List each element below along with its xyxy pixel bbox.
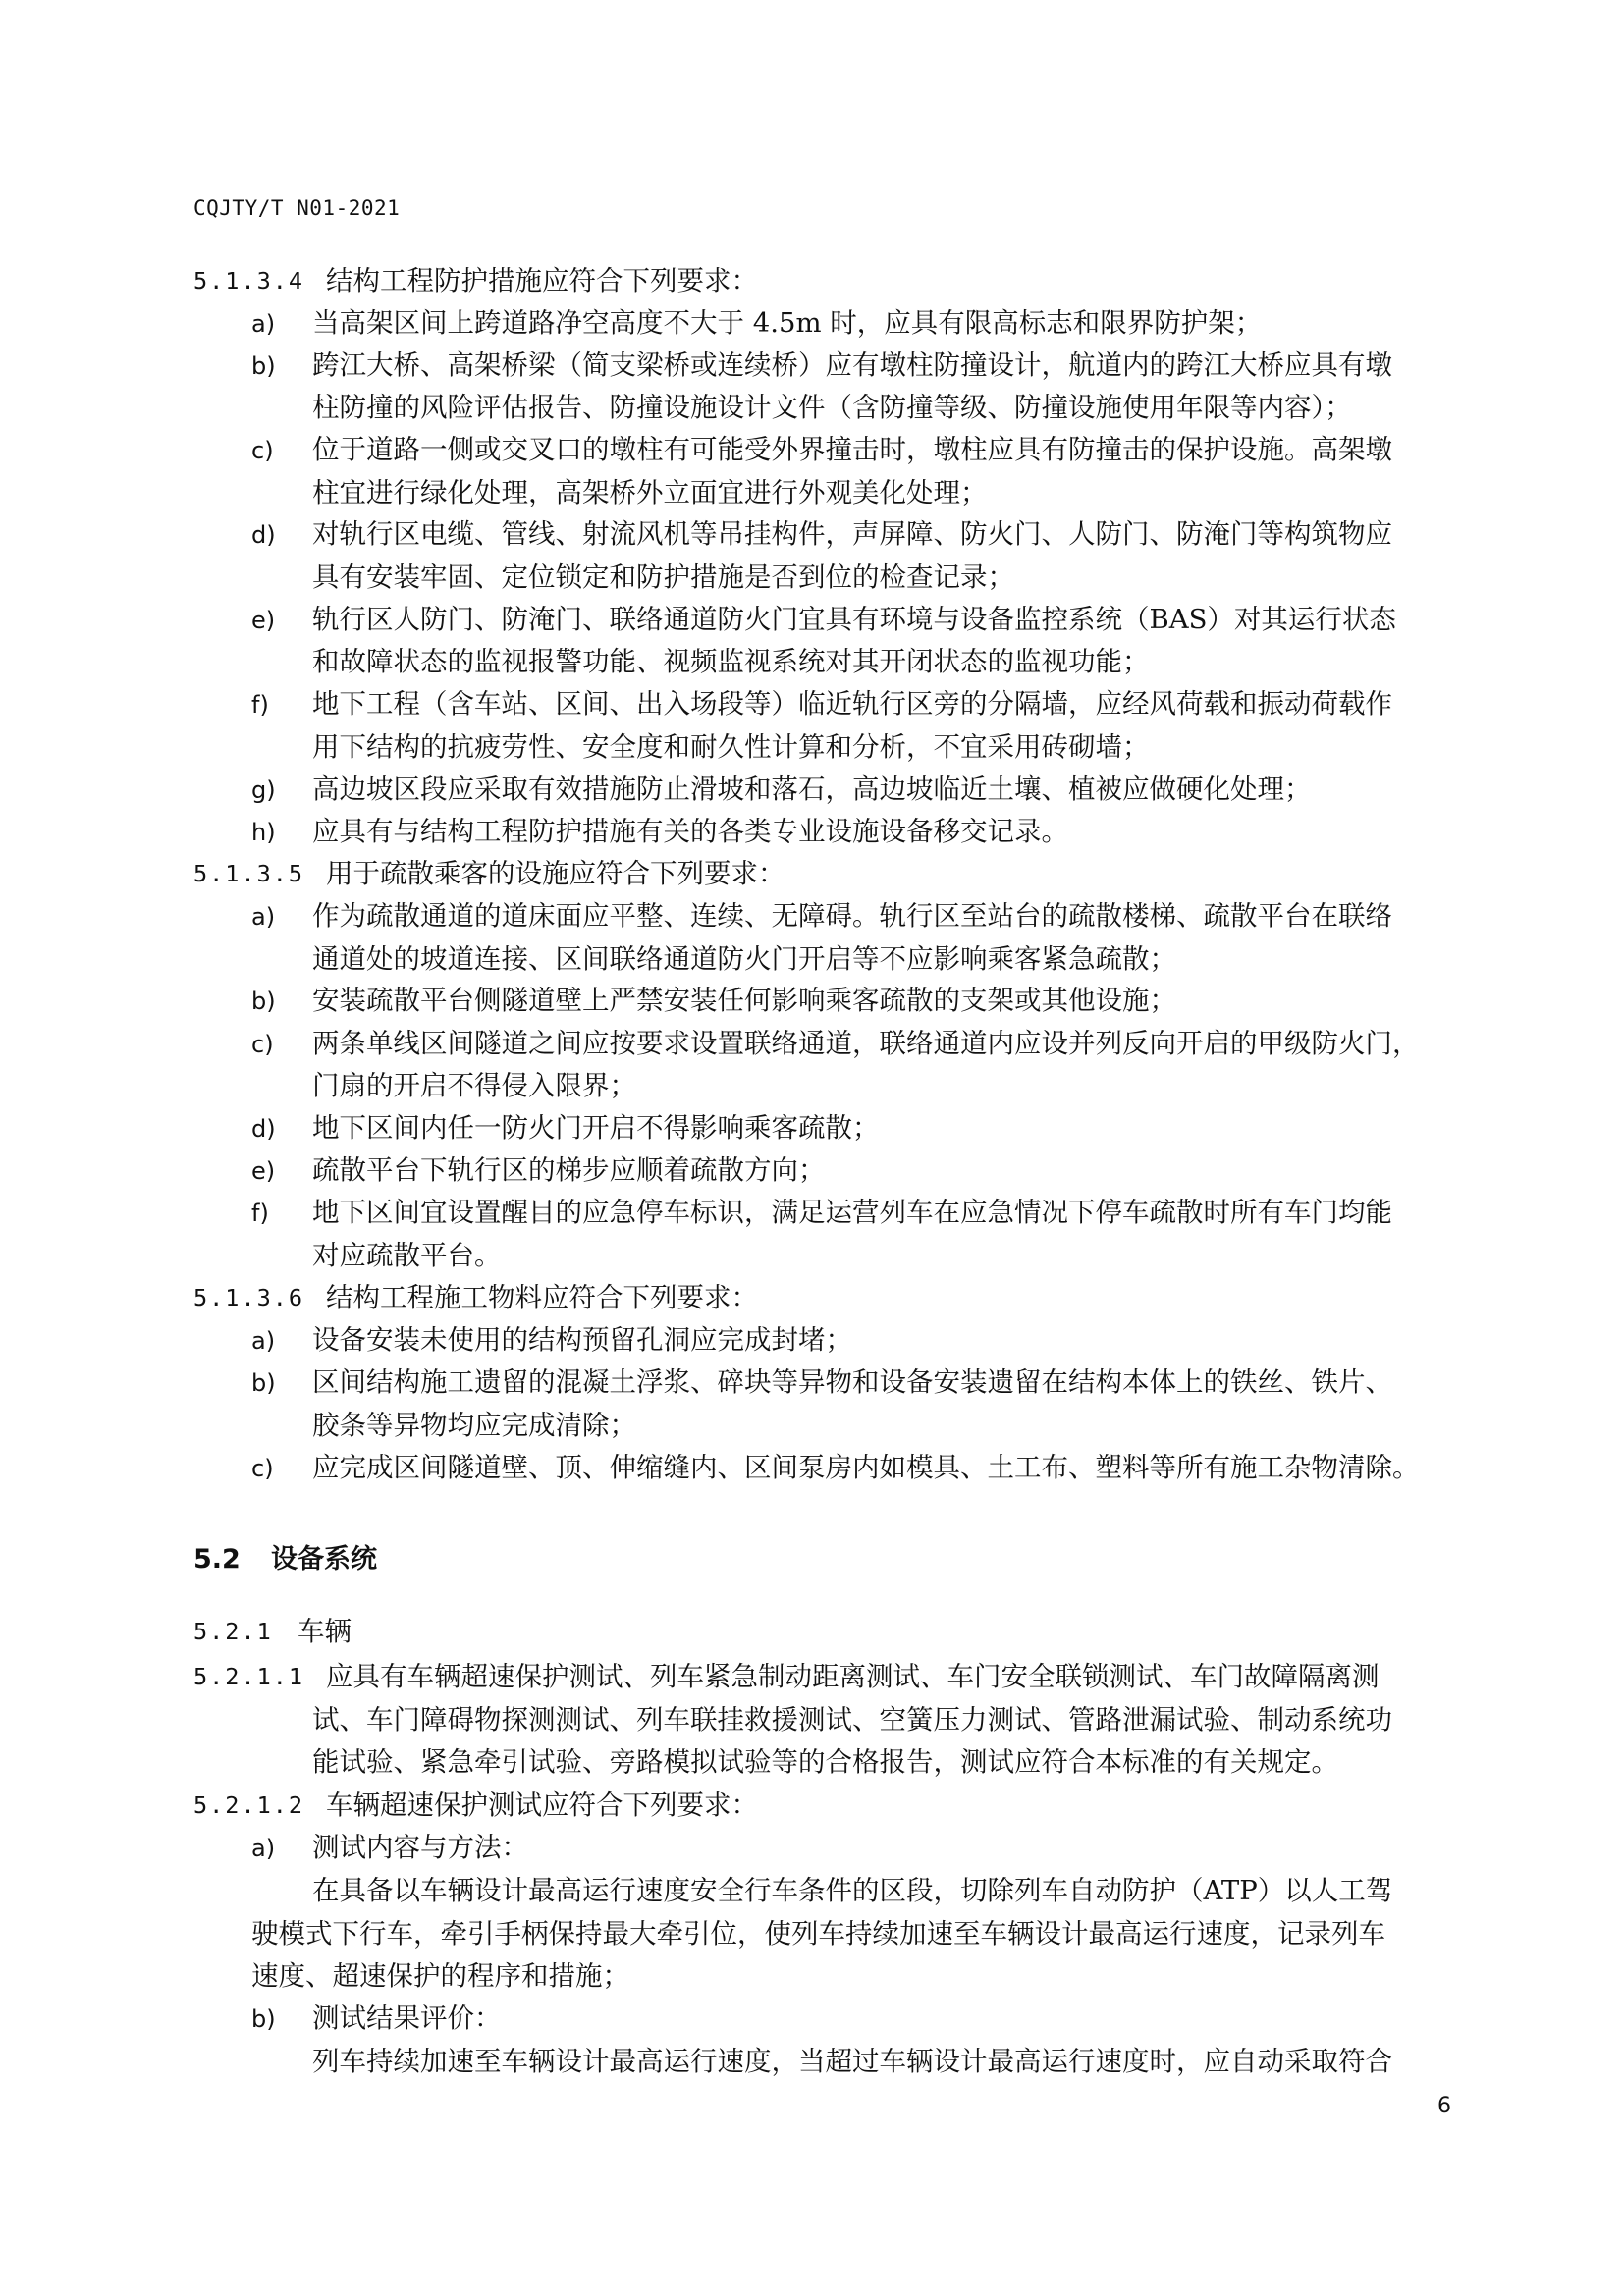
item-label: d) bbox=[251, 521, 276, 549]
subsection-number: 5.2.1 bbox=[193, 1618, 273, 1645]
item-line: 疏散平台下轨行区的梯步应顺着疏散方向； bbox=[312, 1154, 826, 1186]
clause-number: 5.2.1.2 bbox=[193, 1791, 305, 1819]
item-label: a) bbox=[251, 1835, 276, 1862]
item-line: 柱防撞的风险评估报告、防撞设施设计文件（含防撞等级、防撞设施使用年限等内容）； bbox=[312, 392, 1352, 423]
item-line: 设备安装未使用的结构预留孔洞应完成封堵； bbox=[312, 1324, 852, 1356]
item-line: 胶条等异物均应完成清除； bbox=[312, 1410, 636, 1441]
item-line: 当高架区间上跨道路净空高度不大于 4.5m 时，应具有限高标志和限界防护架； bbox=[312, 307, 1263, 339]
item-line: 具有安装牢固、定位锁定和防护措施是否到位的检查记录； bbox=[312, 561, 1014, 593]
clause-number: 5.1.3.5 bbox=[193, 860, 305, 887]
item-line: 门扇的开启不得侵入限界； bbox=[312, 1070, 636, 1101]
page-number: 6 bbox=[1437, 2094, 1451, 2118]
item-line: 安装疏散平台侧隧道壁上严禁安装任何影响乘客疏散的支架或其他设施； bbox=[312, 985, 1176, 1016]
item-line: 地下区间内任一防火门开启不得影响乘客疏散； bbox=[312, 1112, 880, 1144]
item-line: 柱宜进行绿化处理，高架桥外立面宜进行外观美化处理； bbox=[312, 477, 988, 508]
item-line: 区间结构施工遗留的混凝土浮浆、碎块等异物和设备安装遗留在结构本体上的铁丝、铁片、 bbox=[312, 1366, 1392, 1398]
clause-line: 能试验、紧急牵引试验、旁路模拟试验等的合格报告，测试应符合本标准的有关规定。 bbox=[312, 1746, 1338, 1778]
item-label: d) bbox=[251, 1115, 276, 1143]
section-title: 设备系统 bbox=[271, 1544, 377, 1575]
item-label: e) bbox=[251, 607, 276, 634]
section-number: 5.2 bbox=[193, 1544, 241, 1575]
item-label: c) bbox=[251, 437, 274, 464]
item-label: e) bbox=[251, 1157, 276, 1185]
item-line: 应具有与结构工程防护措施有关的各类专业设施设备移交记录。 bbox=[312, 816, 1068, 847]
item-label: f) bbox=[251, 1200, 269, 1227]
item-line: 作为疏散通道的道床面应平整、连续、无障碍。轨行区至站台的疏散楼梯、疏散平台在联络 bbox=[312, 900, 1392, 932]
item-line: 通道处的坡道连接、区间联络通道防火门开启等不应影响乘客紧急疏散； bbox=[312, 943, 1176, 975]
paragraph-line: 列车持续加速至车辆设计最高运行速度，当超过车辆设计最高运行速度时，应自动采取符合 bbox=[312, 2046, 1392, 2077]
item-label: g) bbox=[251, 776, 276, 804]
paragraph-line: 在具备以车辆设计最高运行速度安全行车条件的区段，切除列车自动防护（ATP）以人工驾 bbox=[312, 1875, 1393, 1906]
item-label: f) bbox=[251, 691, 269, 719]
item-label: a) bbox=[251, 903, 276, 931]
item-label: c) bbox=[251, 1455, 274, 1482]
item-line: 两条单线区间隧道之间应按要求设置联络通道，联络通道内应设并列反向开启的甲级防火门， bbox=[312, 1028, 1420, 1059]
document-code-header: CQJTY/T N01-2021 bbox=[193, 196, 401, 220]
item-line: 对轨行区电缆、管线、射流风机等吊挂构件，声屏障、防火门、人防门、防淹门等构筑物应 bbox=[312, 518, 1392, 550]
item-label: a) bbox=[251, 310, 276, 338]
clause-text: 结构工程防护措施应符合下列要求： bbox=[326, 265, 758, 296]
clause-line: 试、车门障碍物探测测试、列车联挂救援测试、空簧压力测试、管路泄漏试验、制动系统功 bbox=[312, 1704, 1392, 1735]
item-line: 地下区间宜设置醒目的应急停车标识，满足运营列车在应急情况下停车疏散时所有车门均能 bbox=[312, 1197, 1392, 1228]
paragraph-line: 驶模式下行车，牵引手柄保持最大牵引位，使列车持续加速至车辆设计最高运行速度，记录列车 bbox=[251, 1918, 1385, 1949]
clause-number: 5.1.3.4 bbox=[193, 267, 305, 294]
item-title: 测试内容与方法： bbox=[312, 1832, 528, 1863]
clause-number: 5.2.1.1 bbox=[193, 1663, 305, 1690]
item-label: b) bbox=[251, 2005, 276, 2033]
item-line: 地下工程（含车站、区间、出入场段等）临近轨行区旁的分隔墙，应经风荷载和振动荷载作 bbox=[312, 688, 1392, 720]
item-line: 跨江大桥、高架桥梁（简支梁桥或连续桥）应有墩柱防撞设计，航道内的跨江大桥应具有墩 bbox=[312, 349, 1392, 381]
clause-text: 车辆超速保护测试应符合下列要求： bbox=[326, 1789, 758, 1821]
item-label: h) bbox=[251, 819, 276, 846]
item-title: 测试结果评价： bbox=[312, 2002, 502, 2034]
clause-line: 应具有车辆超速保护测试、列车紧急制动距离测试、车门安全联锁测试、车门故障隔离测 bbox=[326, 1661, 1380, 1692]
subsection-title: 车辆 bbox=[298, 1616, 352, 1647]
item-line: 轨行区人防门、防淹门、联络通道防火门宜具有环境与设备监控系统（BAS）对其运行状态 bbox=[312, 604, 1396, 635]
item-line: 和故障状态的监视报警功能、视频监视系统对其开闭状态的监视功能； bbox=[312, 646, 1150, 677]
item-label: b) bbox=[251, 988, 276, 1015]
item-line: 对应疏散平台。 bbox=[312, 1240, 502, 1271]
item-label: b) bbox=[251, 1369, 276, 1397]
clause-text: 结构工程施工物料应符合下列要求： bbox=[326, 1282, 758, 1313]
item-line: 位于道路一侧或交叉口的墩柱有可能受外界撞击时，墩柱应具有防撞击的保护设施。高架墩 bbox=[312, 434, 1392, 465]
item-label: b) bbox=[251, 352, 276, 380]
item-label: a) bbox=[251, 1327, 276, 1355]
item-line: 高边坡区段应采取有效措施防止滑坡和落石，高边坡临近土壤、植被应做硬化处理； bbox=[312, 774, 1312, 805]
clause-text: 用于疏散乘客的设施应符合下列要求： bbox=[326, 858, 785, 889]
item-label: c) bbox=[251, 1031, 274, 1058]
item-line: 应完成区间隧道壁、顶、伸缩缝内、区间泵房内如模具、土工布、塑料等所有施工杂物清除。 bbox=[312, 1452, 1420, 1483]
item-line: 用下结构的抗疲劳性、安全度和耐久性计算和分析，不宜采用砖砌墙； bbox=[312, 731, 1150, 763]
paragraph-line: 速度、超速保护的程序和措施； bbox=[251, 1960, 629, 1992]
clause-number: 5.1.3.6 bbox=[193, 1284, 305, 1311]
